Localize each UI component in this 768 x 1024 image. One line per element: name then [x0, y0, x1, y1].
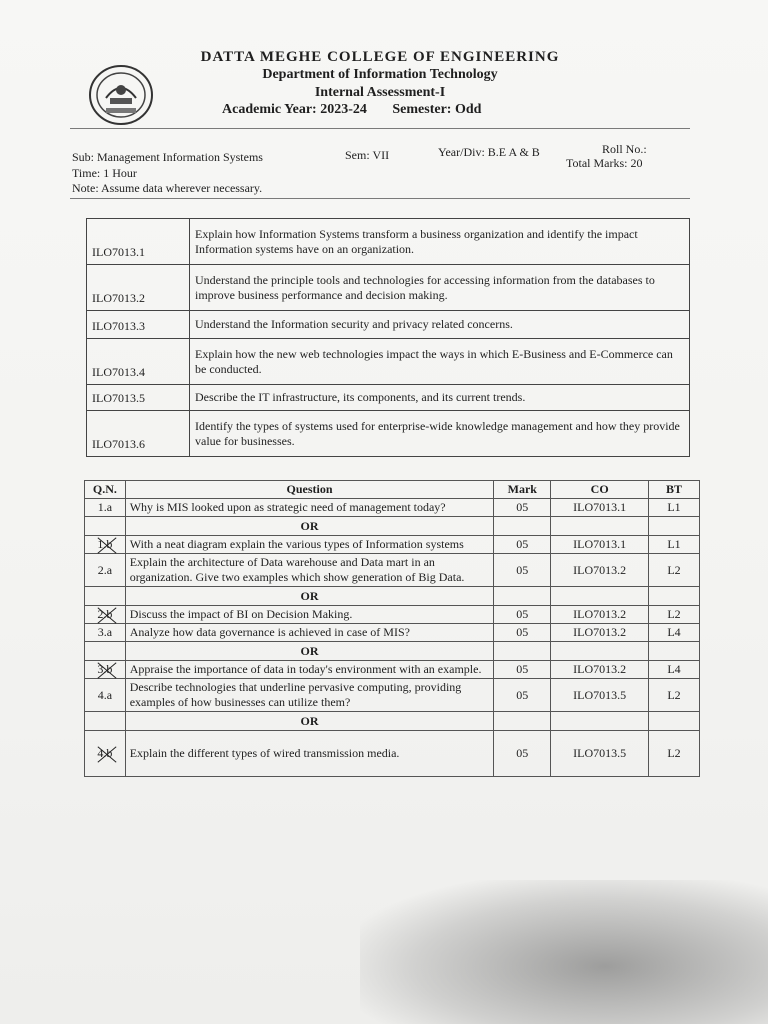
ilo-row	[87, 311, 690, 339]
ilo-code: ILO7013.6	[87, 411, 190, 457]
question-co: ILO7013.2	[551, 661, 649, 679]
empty-cell	[494, 712, 551, 731]
or-label: OR	[125, 587, 494, 606]
ilo-text: Explain how Information Systems transform a business organization and identify the impact Information systems have on an organization.	[190, 219, 690, 265]
or-row	[85, 712, 700, 731]
question-number-struck	[85, 606, 126, 624]
question-mark: 05	[494, 731, 551, 777]
question-number: 4.a	[85, 679, 126, 712]
question-row	[85, 606, 700, 624]
question-text: Describe technologies that underline pervasive computing, providing examples of how businesses can utilize them?	[125, 679, 494, 712]
photo-shadow	[360, 880, 768, 1024]
question-text: Explain the architecture of Data warehouse and Data mart in an organization. Give two examples which show generation of Big Data.	[125, 554, 494, 587]
header-co: CO	[551, 481, 649, 499]
header-bt: BT	[649, 481, 700, 499]
or-label: OR	[125, 642, 494, 661]
empty-cell	[85, 587, 126, 606]
question-bt: L1	[649, 536, 700, 554]
or-row	[85, 642, 700, 661]
question-co: ILO7013.2	[551, 624, 649, 642]
question-co: ILO7013.5	[551, 679, 649, 712]
question-text: Analyze how data governance is achieved in case of MIS?	[125, 624, 494, 642]
empty-cell	[85, 712, 126, 731]
question-bt: L2	[649, 679, 700, 712]
ilo-row	[87, 411, 690, 457]
question-row	[85, 661, 700, 679]
header-qn: Q.N.	[85, 481, 126, 499]
empty-cell	[494, 642, 551, 661]
question-bt: L4	[649, 624, 700, 642]
question-bt: L4	[649, 661, 700, 679]
ilo-row	[87, 219, 690, 265]
or-label: OR	[125, 712, 494, 731]
note: Note: Assume data wherever necessary.	[72, 181, 263, 195]
empty-cell	[551, 587, 649, 606]
question-bt: L2	[649, 731, 700, 777]
header-mark: Mark	[494, 481, 551, 499]
empty-cell	[649, 712, 700, 731]
time: Time: 1 Hour	[72, 166, 137, 180]
struck-number: 1.b	[97, 537, 113, 551]
question-co: ILO7013.2	[551, 554, 649, 587]
ilo-row	[87, 265, 690, 311]
question-co: ILO7013.5	[551, 731, 649, 777]
question-mark: 05	[494, 536, 551, 554]
question-co: ILO7013.1	[551, 499, 649, 517]
question-row	[85, 624, 700, 642]
empty-cell	[551, 642, 649, 661]
question-mark: 05	[494, 679, 551, 712]
subject: Sub: Management Information Systems	[72, 150, 263, 164]
or-row	[85, 587, 700, 606]
ilo-text: Describe the IT infrastructure, its components, and its current trends.	[190, 385, 690, 411]
or-label: OR	[125, 517, 494, 536]
divider	[70, 128, 690, 129]
questions-table	[84, 480, 700, 777]
ilo-code: ILO7013.1	[87, 219, 190, 265]
question-text: With a neat diagram explain the various types of Information systems	[125, 536, 494, 554]
question-mark: 05	[494, 499, 551, 517]
question-bt: L2	[649, 606, 700, 624]
question-bt: L1	[649, 499, 700, 517]
question-number: 1.a	[85, 499, 126, 517]
academic-line	[222, 102, 481, 118]
ilo-row	[87, 339, 690, 385]
question-mark: 05	[494, 661, 551, 679]
assessment-name: Internal Assessment-I	[314, 85, 446, 100]
question-co: ILO7013.2	[551, 606, 649, 624]
question-text: Appraise the importance of data in today's environment with an example.	[125, 661, 494, 679]
semester-number: Sem: VII	[345, 148, 390, 162]
question-number-struck	[85, 536, 126, 554]
empty-cell	[494, 517, 551, 536]
question-bt: L2	[649, 554, 700, 587]
college-name: DATTA MEGHE COLLEGE OF ENGINEERING	[200, 49, 560, 65]
ilo-text: Understand the principle tools and technologies for accessing information from the databases to improve business performance and decision making.	[190, 265, 690, 311]
question-row	[85, 679, 700, 712]
struck-number: 2.b	[97, 607, 113, 621]
total-marks: Total Marks: 20	[566, 156, 643, 170]
divider	[70, 198, 690, 199]
empty-cell	[551, 712, 649, 731]
ilo-text: Explain how the new web technologies impact the ways in which E-Business and E-Commerce can be conducted.	[190, 339, 690, 385]
ilo-code: ILO7013.3	[87, 311, 190, 339]
academic-year: Academic Year: 2023-24	[222, 102, 367, 117]
empty-cell	[649, 642, 700, 661]
question-row	[85, 731, 700, 777]
question-text: Explain the different types of wired transmission media.	[125, 731, 494, 777]
question-row	[85, 536, 700, 554]
empty-cell	[551, 517, 649, 536]
ilo-text: Understand the Information security and privacy related concerns.	[190, 311, 690, 339]
ilo-code: ILO7013.5	[87, 385, 190, 411]
question-number-struck	[85, 661, 126, 679]
question-mark: 05	[494, 606, 551, 624]
ilo-code: ILO7013.2	[87, 265, 190, 311]
ilo-row	[87, 385, 690, 411]
empty-cell	[85, 642, 126, 661]
question-row	[85, 554, 700, 587]
question-text: Why is MIS looked upon as strategic need of management today?	[125, 499, 494, 517]
empty-cell	[649, 517, 700, 536]
header-question: Question	[125, 481, 494, 499]
department-name: Department of Information Technology	[262, 67, 498, 82]
college-logo-seal	[88, 64, 154, 126]
ilo-code: ILO7013.4	[87, 339, 190, 385]
roll-no: Roll No.:	[602, 142, 647, 156]
question-row	[85, 499, 700, 517]
struck-number: 3.b	[97, 662, 113, 676]
empty-cell	[649, 587, 700, 606]
question-co: ILO7013.1	[551, 536, 649, 554]
question-mark: 05	[494, 554, 551, 587]
struck-number: 4.b	[97, 746, 113, 760]
ilo-text: Identify the types of systems used for enterprise-wide knowledge management and how they provide value for businesses.	[190, 411, 690, 457]
year-division: Year/Div: B.E A & B	[438, 145, 540, 159]
question-number-struck	[85, 731, 126, 777]
empty-cell	[494, 587, 551, 606]
semester: Semester: Odd	[392, 102, 482, 117]
table-header-row	[85, 481, 700, 499]
or-row	[85, 517, 700, 536]
ilo-table	[86, 218, 690, 457]
question-number: 3.a	[85, 624, 126, 642]
exam-header	[160, 48, 600, 102]
question-text: Discuss the impact of BI on Decision Making.	[125, 606, 494, 624]
empty-cell	[85, 517, 126, 536]
question-mark: 05	[494, 624, 551, 642]
question-number: 2.a	[85, 554, 126, 587]
